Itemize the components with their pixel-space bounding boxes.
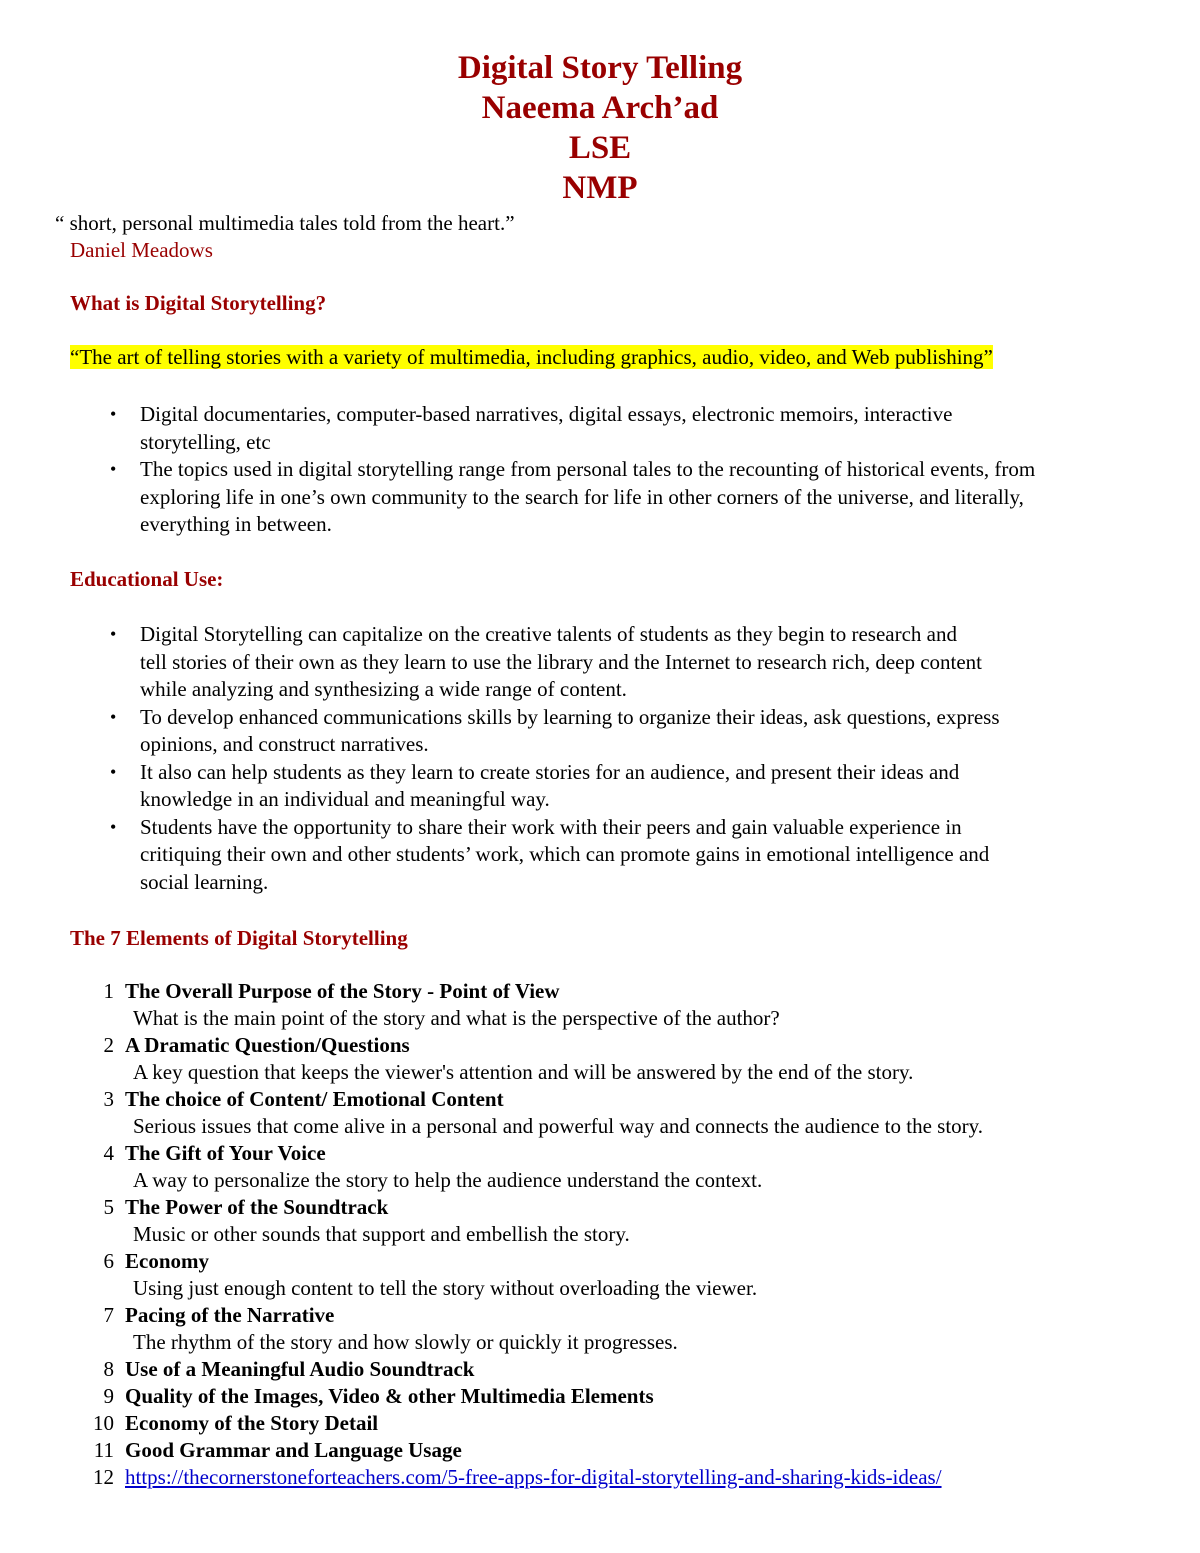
list-item-description [0,1221,1160,1248]
list-item [0,456,1160,539]
item-title: The Gift of Your Voice [125,1141,326,1165]
bullet-icon: • [110,816,117,837]
list-item-line: knowledge in an individual and meaningful way. [140,787,550,811]
section-heading-educational-use: Educational Use: [70,567,224,591]
list-item-description [0,1059,1160,1086]
list-item [0,759,1160,814]
document-title [0,48,1200,208]
list-item-description [0,1167,1160,1194]
educational-use-bullet-list [0,621,1160,896]
list-item-line: The topics used in digital storytelling range from personal tales to the recounting of historical events, from [140,457,1036,481]
item-title: Economy [125,1249,209,1273]
list-item [0,1032,1160,1059]
list-item-line: critiquing their own and other students’ work, which can promote gains in emotional intelligence and [140,842,990,866]
list-item [0,1464,1160,1491]
title-line: Digital Story Telling [457,50,743,86]
highlighted-definition: “The art of telling stories with a variety of multimedia, including graphics, audio, video, and Web publishing” [70,345,993,369]
list-item [0,1383,1160,1410]
institution-line: LSE [568,130,632,166]
section-heading-what-is: What is Digital Storytelling? [70,291,327,315]
list-item [0,814,1160,897]
section-heading-seven-elements: The 7 Elements of Digital Storytelling [70,926,408,950]
list-item-line: To develop enhanced communications skills by learning to organize their ideas, ask questions, express [140,704,1000,729]
bullet-icon: • [110,459,117,479]
item-number: 2 [103,1033,114,1057]
list-item-line: storytelling, etc [140,429,271,454]
list-item-description [0,1329,1160,1356]
item-number: 6 [103,1249,114,1273]
bullet-icon: • [110,706,117,727]
item-description: Using just enough content to tell the story without overloading the viewer. [133,1276,758,1300]
item-description: The rhythm of the story and how slowly or quickly it progresses. [133,1330,678,1354]
list-item [0,1356,1160,1383]
bullet-icon: • [110,624,117,644]
list-item [0,401,1160,456]
item-number: 8 [103,1357,114,1381]
list-item-description [0,1005,1160,1032]
item-number: 12 [93,1465,114,1489]
item-description: Serious issues that come alive in a personal and powerful way and connects the audience to the story. [133,1114,984,1138]
program-line: NMP [562,170,638,206]
what-is-bullet-list [0,401,1160,539]
list-item [0,1248,1160,1275]
resource-link[interactable]: https://thecornerstoneforteachers.com/5-free-apps-for-digital-storytelling-and-sharing-kids-ideas/ [125,1465,942,1489]
bullet-icon: • [110,761,117,782]
list-item-line: Digital documentaries, computer-based narratives, digital essays, electronic memoirs, interactive [140,402,953,426]
item-description: A key question that keeps the viewer's attention and will be answered by the end of the story. [133,1060,914,1084]
item-title: A Dramatic Question/Questions [125,1033,410,1057]
list-item [0,1086,1160,1113]
list-item-line: It also can help students as they learn to create stories for an audience, and present their ideas and [140,759,960,784]
item-number: 10 [93,1411,114,1435]
item-description: What is the main point of the story and what is the perspective of the author? [133,1006,780,1030]
list-item [0,1140,1160,1167]
list-item-line: Digital Storytelling can capitalize on the creative talents of students as they begin to research and [140,622,957,646]
epigraph-quote: “ short, personal multimedia tales told from the heart.” [55,211,515,235]
list-item [0,1194,1160,1221]
list-item-description [0,1275,1160,1302]
bullet-icon: • [110,404,117,424]
item-number: 3 [103,1087,114,1111]
item-description: Music or other sounds that support and embellish the story. [133,1222,630,1246]
definition-quote [70,343,993,371]
item-description: A way to personalize the story to help the audience understand the context. [133,1168,763,1192]
author-line: Naeema Arch’ad [481,90,719,126]
item-title: The Overall Purpose of the Story - Point of View [125,979,560,1003]
list-item [0,1437,1160,1464]
item-number: 7 [103,1303,114,1327]
item-title: Good Grammar and Language Usage [125,1438,462,1462]
item-title: The choice of Content/ Emotional Content [125,1087,504,1111]
item-title: Quality of the Images, Video & other Multimedia Elements [125,1384,654,1408]
elements-numbered-list [0,978,1160,1491]
item-title: Pacing of the Narrative [125,1303,335,1327]
list-item-description [0,1113,1160,1140]
item-number: 4 [103,1141,114,1165]
list-item [0,1410,1160,1437]
list-item [0,1302,1160,1329]
item-number: 5 [103,1195,114,1219]
item-number: 11 [93,1438,114,1462]
list-item [0,704,1160,759]
list-item [0,621,1160,704]
item-title: The Power of the Soundtrack [125,1195,389,1219]
list-item-line: while analyzing and synthesizing a wide range of content. [140,677,627,701]
item-number: 9 [103,1384,114,1408]
epigraph-author: Daniel Meadows [70,238,213,262]
list-item-line: exploring life in one’s own community to the search for life in other corners of the universe, and literally, [140,484,1024,509]
list-item-line: social learning. [140,869,269,894]
list-item-line: everything in between. [140,512,332,536]
list-item-line: opinions, and construct narratives. [140,732,429,756]
item-title: Use of a Meaningful Audio Soundtrack [125,1357,475,1381]
item-number: 1 [103,979,114,1003]
list-item-line: tell stories of their own as they learn to use the library and the Internet to research rich, deep content [140,649,983,674]
list-item-line: Students have the opportunity to share their work with their peers and gain valuable experience in [140,814,962,839]
item-title: Economy of the Story Detail [125,1411,379,1435]
list-item [0,978,1160,1005]
